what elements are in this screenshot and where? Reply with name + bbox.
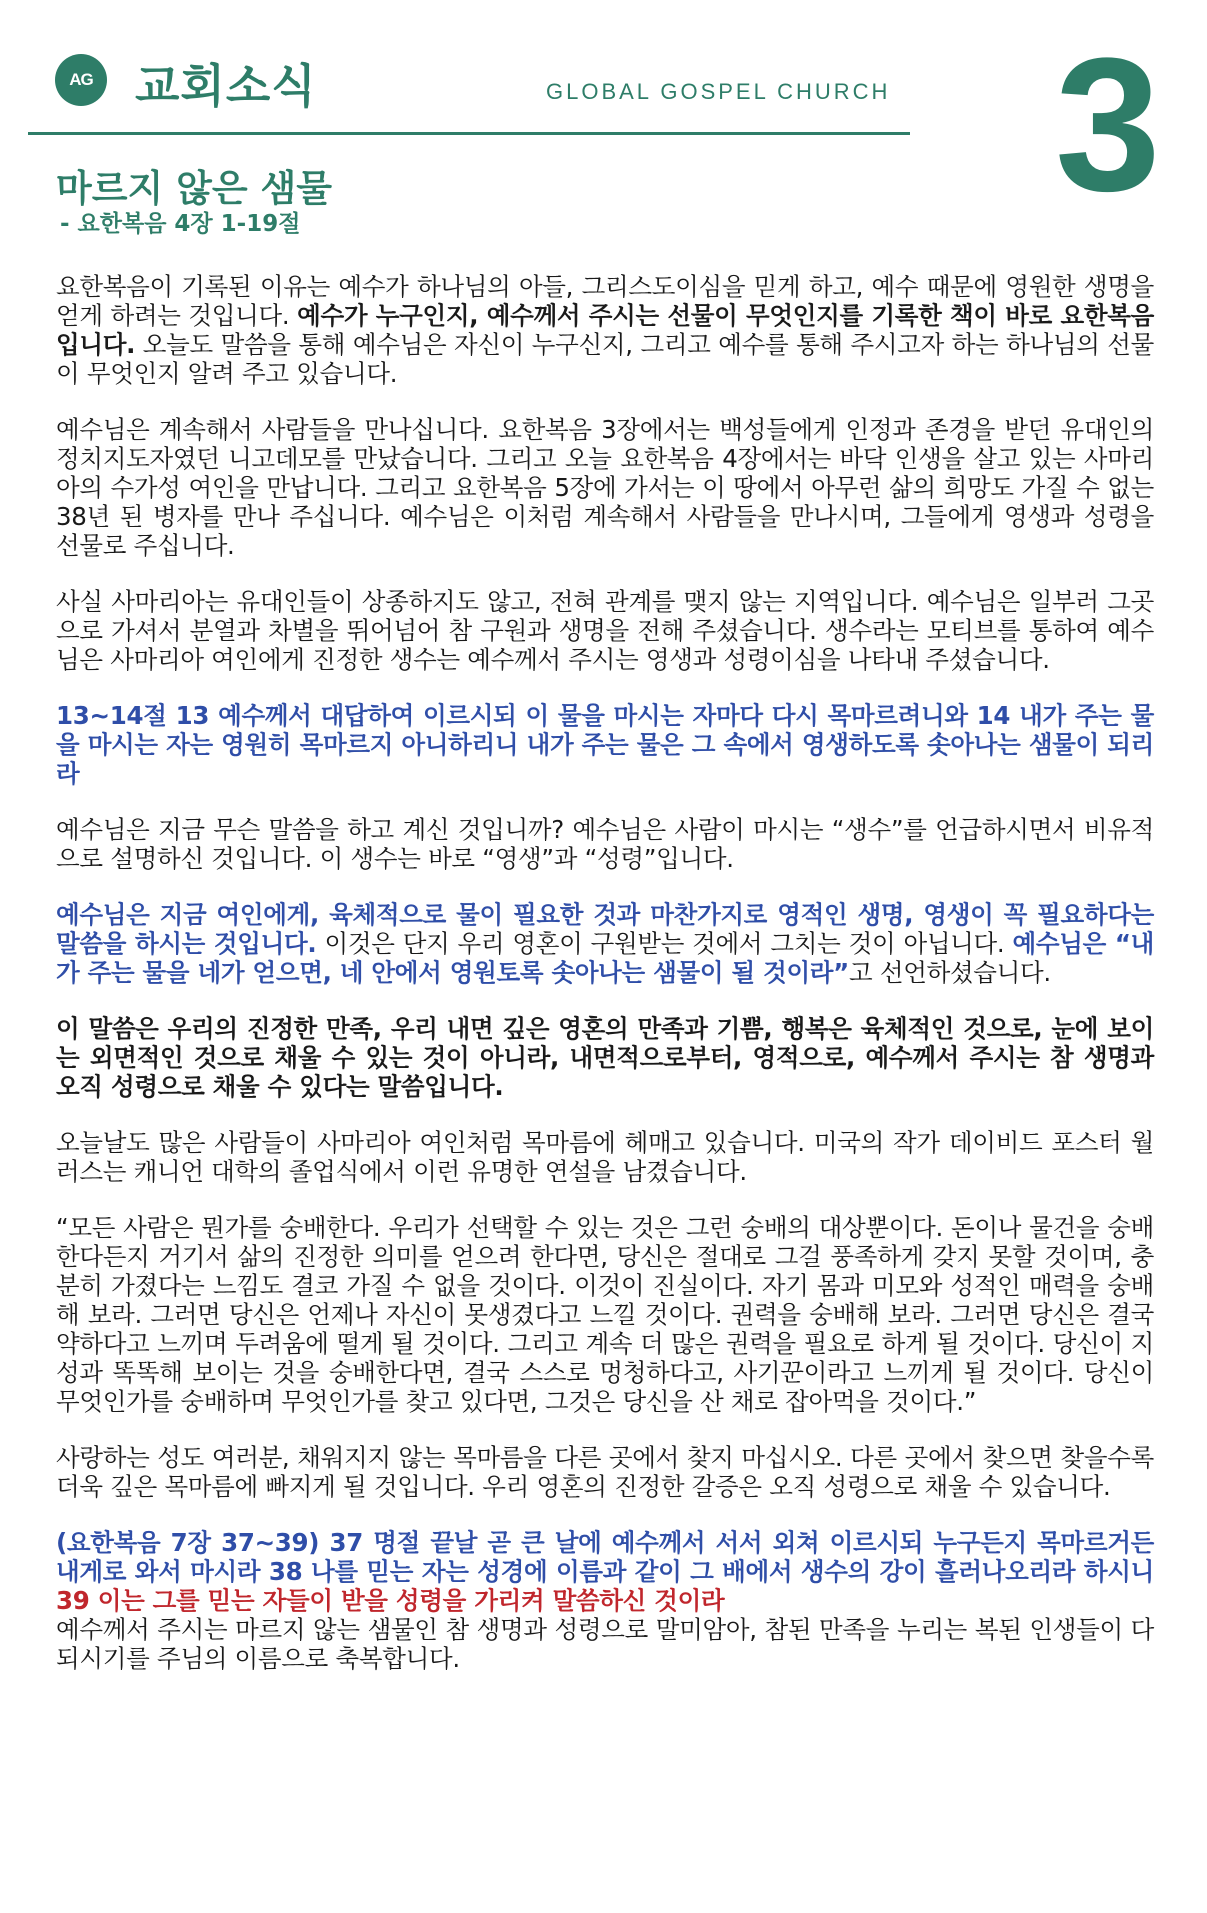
- paragraph-5: 예수님은 지금 무슨 말씀을 하고 계신 것입니까? 예수님은 사람이 마시는 “생수”를 언급하시면서 비유적으로 설명하신 것입니다. 이 생수는 바로 “영생”과 “성령”입니다.: [56, 815, 1154, 873]
- scripture-highlight: 39 이는 그를 믿는 자들이 받을 성령을 가리켜 말씀하신 것이라: [56, 1586, 725, 1615]
- highlight-text: 예수님은 지금 여인에게, 육체적으로 물이 필요한 것과 마찬가지로 영적인 생명, 영생이 꼭 필요하다는 말씀을 하시는 것입니다.: [56, 900, 1154, 958]
- scripture-text: (요한복음 7장 37~39) 37 명절 끝날 곧 큰 날에 예수께서 서서 외쳐 이르시되 누구든지 목마르거든 내게로 와서 마시라 38 나를 믿는 자는 성경에 이름과 같이 그 배에서 생수의 강이 흘러나오리라 하시니: [56, 1528, 1154, 1586]
- paragraph-7: 이 말씀은 우리의 진정한 만족, 우리 내면 깊은 영혼의 만족과 기쁨, 행복은 육체적인 것으로, 눈에 보이는 외면적인 것으로 채울 수 있는 것이 아니라, 내면적으로부터, 영적으로, 예수께서 주시는 참 생명과 오직 성령으로 채울 수 있다는 말씀입니다.: [56, 1014, 1154, 1101]
- scripture-quote: 13~14절 13 예수께서 대답하여 이르시되 이 물을 마시는 자마다 다시 목마르려니와 14 내가 주는 물을 마시는 자는 영원히 목마르지 아니하리니 내가 주는 물은 그 속에서 영생하도록 솟아나는 샘물이 되리라: [56, 701, 1154, 788]
- paragraph-text: 고 선언하셨습니다.: [848, 958, 1051, 987]
- paragraph-8: 오늘날도 많은 사람들이 사마리아 여인처럼 목마름에 헤매고 있습니다. 미국의 작가 데이비드 포스터 월러스는 캐니언 대학의 졸업식에서 이런 유명한 연설을 남겼습니다.: [56, 1128, 1154, 1186]
- paragraph-text: 요한복음이 기록된 이유는 예수가 하나님의 아들, 그리스도이심을 믿게 하고, 예수 때문에 영원한 생명을 얻게 하려는 것입니다.: [56, 272, 1154, 330]
- paragraph-1: [56, 272, 1154, 388]
- page-number: 3: [1055, 19, 1161, 231]
- paragraph-text: 오늘도 말씀을 통해 예수님은 자신이 누구신지, 그리고 예수를 통해 주시고자 하는 하나님의 선물이 무엇인지 알려 주고 있습니다.: [56, 330, 1154, 388]
- paragraph-2: 예수님은 계속해서 사람들을 만나십니다. 요한복음 3장에서는 백성들에게 인정과 존경을 받던 유대인의 정치지도자였던 니고데모를 만났습니다. 그리고 오늘 요한복음 4장에서는 바닥 인생을 살고 있는 사마리아의 수가성 여인을 만납니다. 그리고 요한복음 5장에 가서는 이 땅에서 아무런 삶의 희망도 가질 수 없는 38년 된 병자를 만나 주십니다. 예수님은 이처럼 계속해서 사람들을 만나시며, 그들에게 영생과 성령을 선물로 주십니다.: [56, 415, 1154, 560]
- paragraph-3: 사실 사마리아는 유대인들이 상종하지도 않고, 전혀 관계를 맺지 않는 지역입니다. 예수님은 일부러 그곳으로 가셔서 분열과 차별을 뛰어넘어 참 구원과 생명을 전해 주셨습니다. 생수라는 모티브를 통하여 예수님은 사마리아 여인에게 진정한 생수는 예수께서 주시는 영생과 성령이심을 나타내 주셨습니다.: [56, 587, 1154, 674]
- paragraph-10: 사랑하는 성도 여러분, 채워지지 않는 목마름을 다른 곳에서 찾지 마십시오. 다른 곳에서 찾으면 찾을수록 더욱 깊은 목마름에 빠지게 될 것입니다. 우리 영혼의 진정한 갈증은 오직 성령으로 채울 수 있습니다.: [56, 1443, 1154, 1501]
- sermon-title: 마르지 않은 샘물: [56, 167, 332, 210]
- sermon-body: [56, 272, 1154, 1700]
- closing-blessing: 예수께서 주시는 마르지 않는 샘물인 참 생명과 성령으로 말미암아, 참된 만족을 누리는 복된 인생들이 다 되시기를 주님의 이름으로 축복합니다.: [56, 1615, 1154, 1673]
- sermon-reference: - 요한복음 4장 1-19절: [60, 211, 301, 237]
- scripture-quote: [56, 1528, 1154, 1615]
- quotation: “모든 사람은 뭔가를 숭배한다. 우리가 선택할 수 있는 것은 그런 숭배의 대상뿐이다. 돈이나 물건을 숭배한다든지 거기서 삶의 진정한 의미를 얻으려 한다면, 당신은 절대로 그걸 풍족하게 갖지 못할 것이며, 충분히 가졌다는 느낌도 결코 가질 수 없을 것이다. 이것이 진실이다. 자기 몸과 미모와 성적인 매력을 숭배해 보라. 그러면 당신은 언제나 자신이 못생겼다고 느낄 것이다. 권력을 숭배해 보라. 그러면 당신은 결국 약하다고 느끼며 두려움에 떨게 될 것이다. 그리고 계속 더 많은 권력을 필요로 하게 될 것이다. 당신이 지성과 똑똑해 보이는 것을 숭배한다면, 결국 스스로 멍청하다고, 사기꾼이라고 느끼게 될 것이다. 당신이 무엇인가를 숭배하며 무엇인가를 찾고 있다면, 그것은 당신을 산 채로 잡아먹을 것이다.”: [56, 1213, 1154, 1416]
- paragraph-text: 이것은 단지 우리 영혼이 구원받는 것에서 그치는 것이 아닙니다.: [316, 929, 1013, 958]
- paragraph-6: [56, 900, 1154, 987]
- church-name: GLOBAL GOSPEL CHURCH: [546, 79, 891, 104]
- header-divider: [28, 132, 910, 135]
- church-logo: AG: [55, 54, 107, 106]
- emphasis-text: 예수가 누구인지, 예수께서 주시는 선물이 무엇인지를 기록한 책이 바로 요한복음입니다.: [56, 301, 1154, 359]
- section-title: 교회소식: [135, 59, 317, 113]
- highlight-text: 예수님은 “내가 주는 물을 네가 얻으면, 네 안에서 영원토록 솟아나는 샘물이 될 것이라”: [56, 929, 1155, 987]
